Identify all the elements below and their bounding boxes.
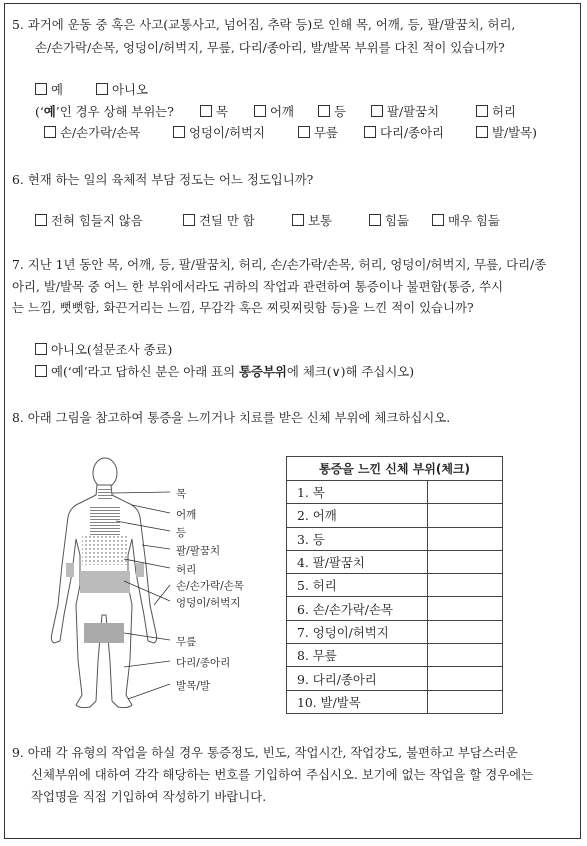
checkbox[interactable] xyxy=(364,126,376,138)
table-row xyxy=(287,550,503,573)
option-label: 목 xyxy=(216,104,228,119)
q7-text-line3: 는 느낌, 뻣뻣함, 화끈거리는 느낌, 무감각 혹은 찌릿찌릿함 등)을 느낀 적이 있습니까? xyxy=(12,300,474,315)
table-check-cell[interactable] xyxy=(428,597,503,620)
q7-option-yes[interactable] xyxy=(35,364,414,380)
checkbox[interactable] xyxy=(35,214,47,226)
q5-part-option[interactable] xyxy=(200,104,228,120)
q5-part-option[interactable] xyxy=(371,104,439,120)
region-hip xyxy=(80,571,130,593)
body-label-hand-wrist: 손/손가락/손목 xyxy=(176,580,244,592)
q8-question: 8. 아래 그림을 참고하여 통증을 느끼거나 치료를 받은 신체 부위에 체크하십시오. xyxy=(12,410,451,425)
checkbox[interactable] xyxy=(371,105,383,117)
body-label-hip-thigh: 엉덩이/허벅지 xyxy=(176,597,241,609)
table-row xyxy=(287,690,503,713)
checkbox[interactable] xyxy=(44,126,56,138)
option-label: 예(‘예’라고 답하신 분은 아래 표의 xyxy=(51,364,240,379)
prompt-open: (‘ xyxy=(35,104,44,119)
q9-text-line1: 9. 아래 각 유형의 작업을 하실 경우 통증정도, 빈도, 작업시간, 작업강도, 불편하고 부담스러운 xyxy=(12,745,518,760)
table-row xyxy=(287,504,503,527)
q5-injury-prompt xyxy=(35,104,174,120)
body-diagram xyxy=(40,455,280,711)
q5-part-option[interactable] xyxy=(173,125,265,141)
checkbox[interactable] xyxy=(476,105,488,117)
body-label-shoulder: 어깨 xyxy=(176,509,197,521)
checkbox[interactable] xyxy=(292,214,304,226)
option-label: 허리 xyxy=(492,104,516,119)
q9-text-line2: 신체부위에 대하여 각각 해당하는 번호를 기입하여 주십시오. 보기에 없는 작업을 할 경우에는 xyxy=(31,767,534,782)
body-label-leg-calf: 다리/종아리 xyxy=(176,657,231,669)
q6-option[interactable] xyxy=(369,213,409,229)
checkbox[interactable] xyxy=(318,105,330,117)
table-header-row xyxy=(287,457,503,481)
body-label-neck: 목 xyxy=(176,488,187,500)
table-check-cell[interactable] xyxy=(428,620,503,643)
q5-part-option[interactable] xyxy=(364,125,444,141)
region-elbow-right xyxy=(136,563,144,577)
checkbox[interactable] xyxy=(183,214,195,226)
table-check-cell[interactable] xyxy=(428,690,503,713)
q7-option-no[interactable] xyxy=(35,342,172,358)
q5-part-option[interactable] xyxy=(254,104,294,120)
option-label: 전혀 힘들지 않음 xyxy=(51,213,143,228)
option-label-tail: 에 체크(∨)해 주십시오) xyxy=(286,364,415,379)
q6-question: 6. 현재 하는 일의 육체적 부담 정도는 어느 정도입니까? xyxy=(12,172,314,187)
q5-part-option[interactable] xyxy=(298,125,338,141)
region-back xyxy=(90,505,120,535)
table-check-cell[interactable] xyxy=(428,574,503,597)
checkbox[interactable] xyxy=(35,343,47,355)
table-row xyxy=(287,481,503,504)
table-row-label: 6. 손/손가락/손목 xyxy=(287,597,428,620)
table-row-label: 2. 어깨 xyxy=(287,504,428,527)
checkbox[interactable] xyxy=(298,126,310,138)
option-label: 다리/종아리 xyxy=(380,125,445,140)
table-row-label: 3. 등 xyxy=(287,527,428,550)
body-label-knee: 무릎 xyxy=(176,636,197,648)
option-label-bold: 통증부위 xyxy=(239,364,287,379)
q5-option-yes[interactable] xyxy=(35,82,63,98)
option-label: 손/손가락/손목 xyxy=(60,125,141,140)
option-label: 무릎 xyxy=(314,125,338,140)
option-label: 힘듦 xyxy=(385,213,409,228)
table-row xyxy=(287,644,503,667)
body-label-ankle-foot: 발목/발 xyxy=(176,680,210,692)
option-label: 아니오 xyxy=(112,82,148,97)
q5-part-option[interactable] xyxy=(476,125,537,141)
table-row-label: 8. 무릎 xyxy=(287,644,428,667)
body-label-back: 등 xyxy=(176,527,187,539)
q9-text-line3: 작업명을 직접 기입하여 작성하기 바랍니다. xyxy=(31,789,267,804)
region-neck xyxy=(98,489,112,501)
table-row-label: 10. 발/발목 xyxy=(287,690,428,713)
checkbox[interactable] xyxy=(254,105,266,117)
table-check-cell[interactable] xyxy=(428,527,503,550)
q6-option[interactable] xyxy=(292,213,332,229)
q7-text-line1: 7. 지난 1년 동안 목, 어깨, 등, 팔/팔꿈치, 허리, 손/손가락/손목, 허리, 엉덩이/허벅지, 무릎, 다리/종 xyxy=(12,257,547,272)
q5-part-option[interactable] xyxy=(318,104,346,120)
table-row xyxy=(287,667,503,690)
table-row xyxy=(287,574,503,597)
table-check-cell[interactable] xyxy=(428,667,503,690)
option-label: 엉덩이/허벅지 xyxy=(189,125,265,140)
checkbox[interactable] xyxy=(476,126,488,138)
body-label-waist: 허리 xyxy=(176,564,197,576)
table-check-cell[interactable] xyxy=(428,504,503,527)
checkbox[interactable] xyxy=(200,105,212,117)
checkbox[interactable] xyxy=(173,126,185,138)
option-label: 어깨 xyxy=(270,104,294,119)
table-row xyxy=(287,527,503,550)
checkbox[interactable] xyxy=(369,214,381,226)
table-row-label: 5. 허리 xyxy=(287,574,428,597)
prompt-bold: 예 xyxy=(43,104,56,119)
option-label: 아니오(설문조사 종료) xyxy=(51,342,173,357)
checkbox[interactable] xyxy=(432,214,444,226)
region-knee xyxy=(84,623,124,643)
q5-text-line2: 손/손가락/손목, 엉덩이/허벅지, 무릎, 다리/종아리, 발/발목 부위를 다친 적이 있습니까? xyxy=(35,40,505,55)
table-check-cell[interactable] xyxy=(428,644,503,667)
q6-option[interactable] xyxy=(183,213,255,229)
q5-part-option[interactable] xyxy=(476,104,516,120)
q7-text-line2: 아리, 발/발목 중 어느 한 부위에서라도 귀하의 작업과 관련하여 통증이나 불편함(통증, 쑤시 xyxy=(12,279,504,294)
option-label: 팔/팔꿈치 xyxy=(387,104,440,119)
option-label: 견딜 만 함 xyxy=(199,213,255,228)
table-row-label: 9. 다리/종아리 xyxy=(287,667,428,690)
table-row-label: 4. 팔/팔꿈치 xyxy=(287,550,428,573)
q5-part-option[interactable] xyxy=(44,125,140,141)
table-row xyxy=(287,620,503,643)
option-label: 등 xyxy=(334,104,346,119)
q5-text-line1: 5. 과거에 운동 중 혹은 사고(교통사고, 넘어짐, 추락 등)로 인해 목, 어깨, 등, 팔/팔꿈치, 허리, xyxy=(12,17,516,32)
prompt-close: ’인 경우 상해 부위는? xyxy=(55,104,174,119)
table-row xyxy=(287,597,503,620)
q6-option[interactable] xyxy=(35,213,143,229)
table-header: 통증을 느낀 신체 부위(체크) xyxy=(287,457,503,481)
q6-option[interactable] xyxy=(432,213,500,229)
region-waist xyxy=(82,535,128,565)
pain-area-table xyxy=(286,456,503,714)
option-label: 매우 힘듦 xyxy=(448,213,500,228)
option-label: 발/발목) xyxy=(492,125,537,140)
option-label: 보통 xyxy=(308,213,332,228)
table-check-cell[interactable] xyxy=(428,481,503,504)
region-elbow-left xyxy=(66,563,74,577)
q5-option-no[interactable] xyxy=(96,82,148,98)
table-check-cell[interactable] xyxy=(428,550,503,573)
checkbox[interactable] xyxy=(35,83,47,95)
checkbox[interactable] xyxy=(35,365,47,377)
table-row-label: 1. 목 xyxy=(287,481,428,504)
table-row-label: 7. 엉덩이/허벅지 xyxy=(287,620,428,643)
body-label-arm-elbow: 팔/팔꿈치 xyxy=(176,545,221,557)
checkbox[interactable] xyxy=(96,83,108,95)
option-label: 예 xyxy=(51,82,63,97)
